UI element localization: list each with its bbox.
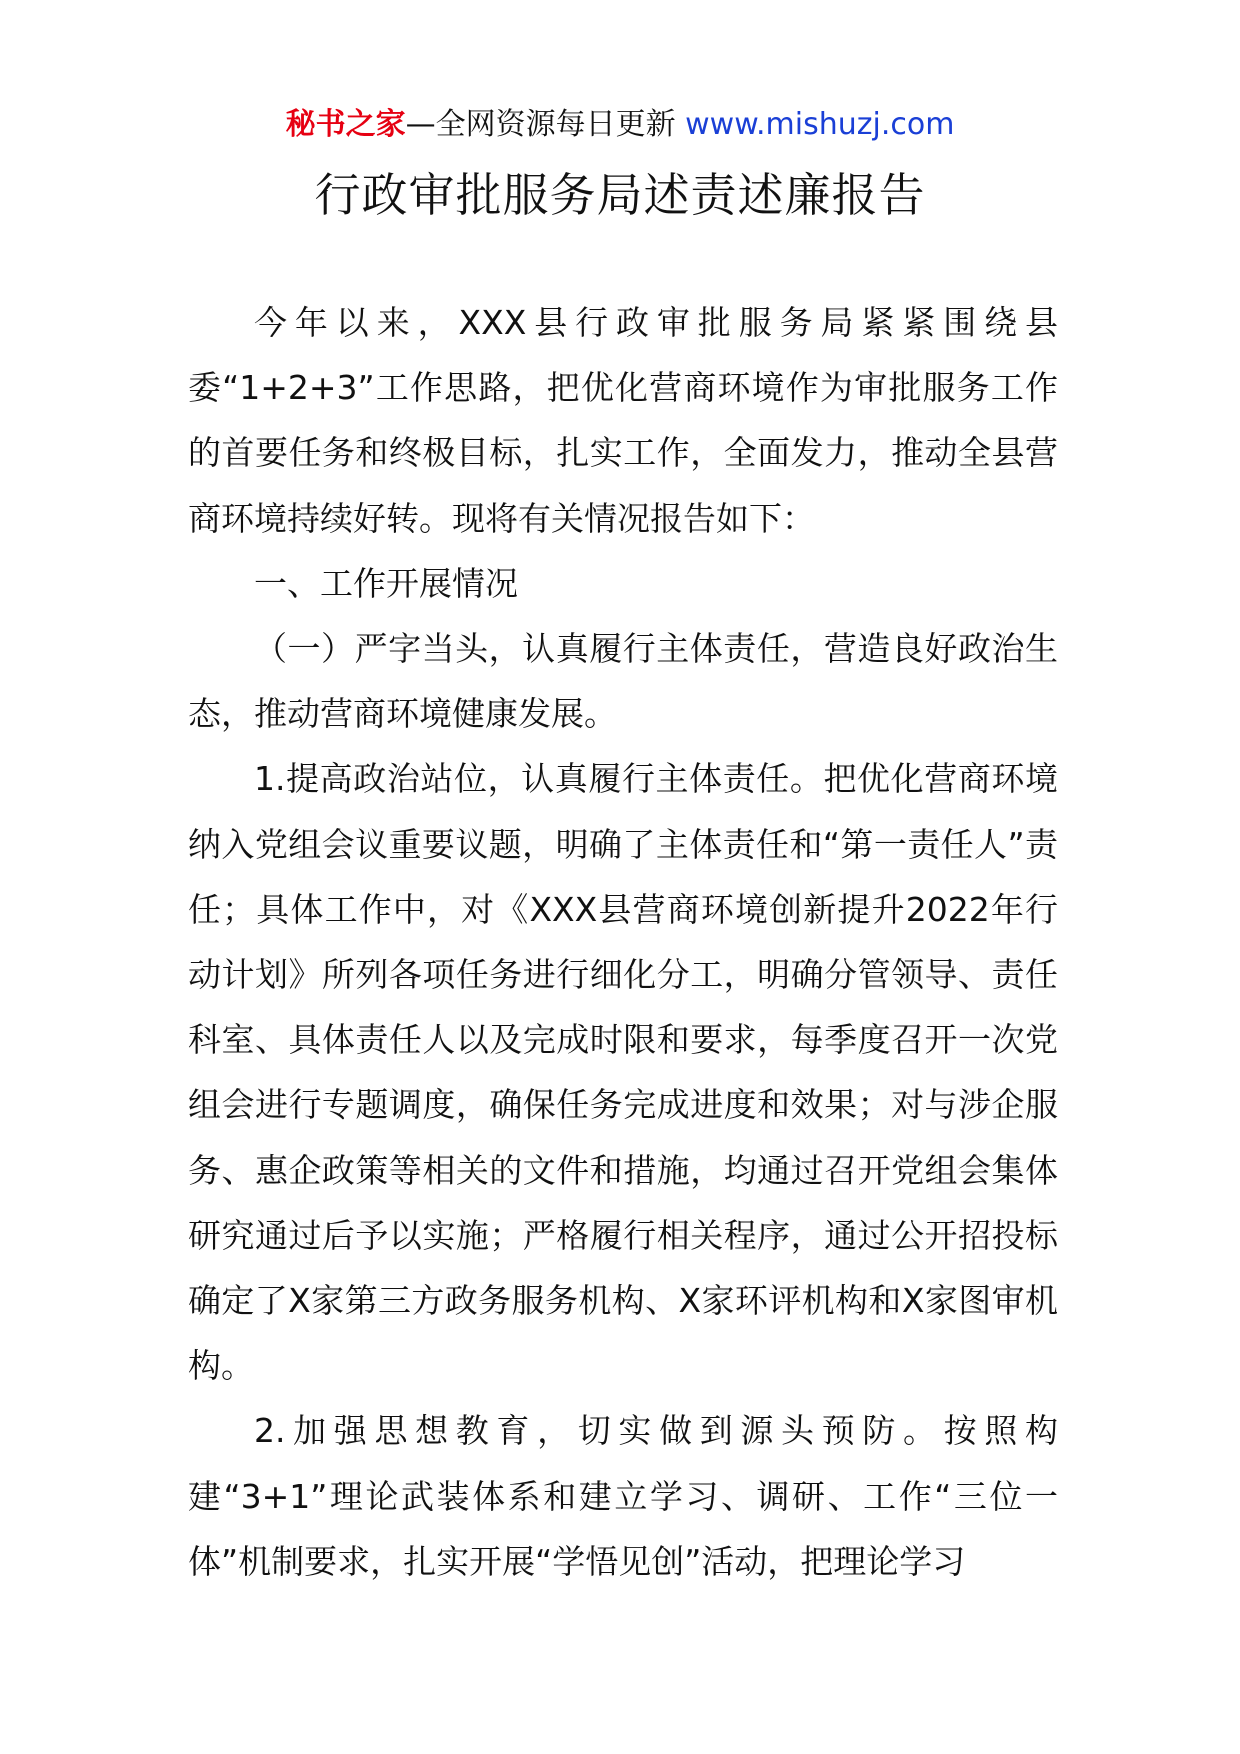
subsection-heading: （一）严字当头，认真履行主体责任，营造良好政治生态，推动营商环境健康发展。 bbox=[188, 629, 1058, 734]
paragraph-item-1: 1.提高政治站位，认真履行主体责任。把优化营商环境纳入党组会议重要议题，明确了主体责任和“第一责任人”责任；具体工作中，对《XXX县营商环境创新提升2022年行动计划》所列各项任务进行细化分工，明确分管领导、责任科室、具体责任人以及完成时限和要求，每季度召开一次党组会进行专题调度，确保任务完成进度和效果；对与涉企服务、惠企政策等相关的文件和措施，均通过召开党组会集体研究通过后予以实施；严格履行相关程序，通过公开招投标确定了X家第三方政务服务机构、X家环评机构和X家图审机构。 bbox=[188, 759, 1058, 1386]
brand-name: 秘书之家 bbox=[285, 107, 406, 142]
paragraph-intro: 今年以来，XXX县行政审批服务局紧紧围绕县委“1+2+3”工作思路，把优化营商环境作为审批服务工作的首要任务和终极目标，扎实工作，全面发力，推动全县营商环境持续好转。现将有关情况报告如下： bbox=[188, 303, 1058, 538]
section-heading: 一、工作开展情况 bbox=[254, 563, 518, 603]
header-slogan: —全网资源每日更新 bbox=[405, 107, 686, 142]
document-body bbox=[188, 290, 1058, 1594]
document-title: 行政审批服务局述责述廉报告 bbox=[314, 168, 926, 222]
paragraph-item-2: 2.加强思想教育，切实做到源头预防。按照构建“3+1”理论武装体系和建立学习、调研、工作“三位一体”机制要求，扎实开展“学悟见创”活动，把理论学习 bbox=[188, 1411, 1058, 1581]
site-url-link[interactable]: www.mishuzj.com bbox=[685, 107, 955, 142]
site-header bbox=[0, 100, 1240, 150]
